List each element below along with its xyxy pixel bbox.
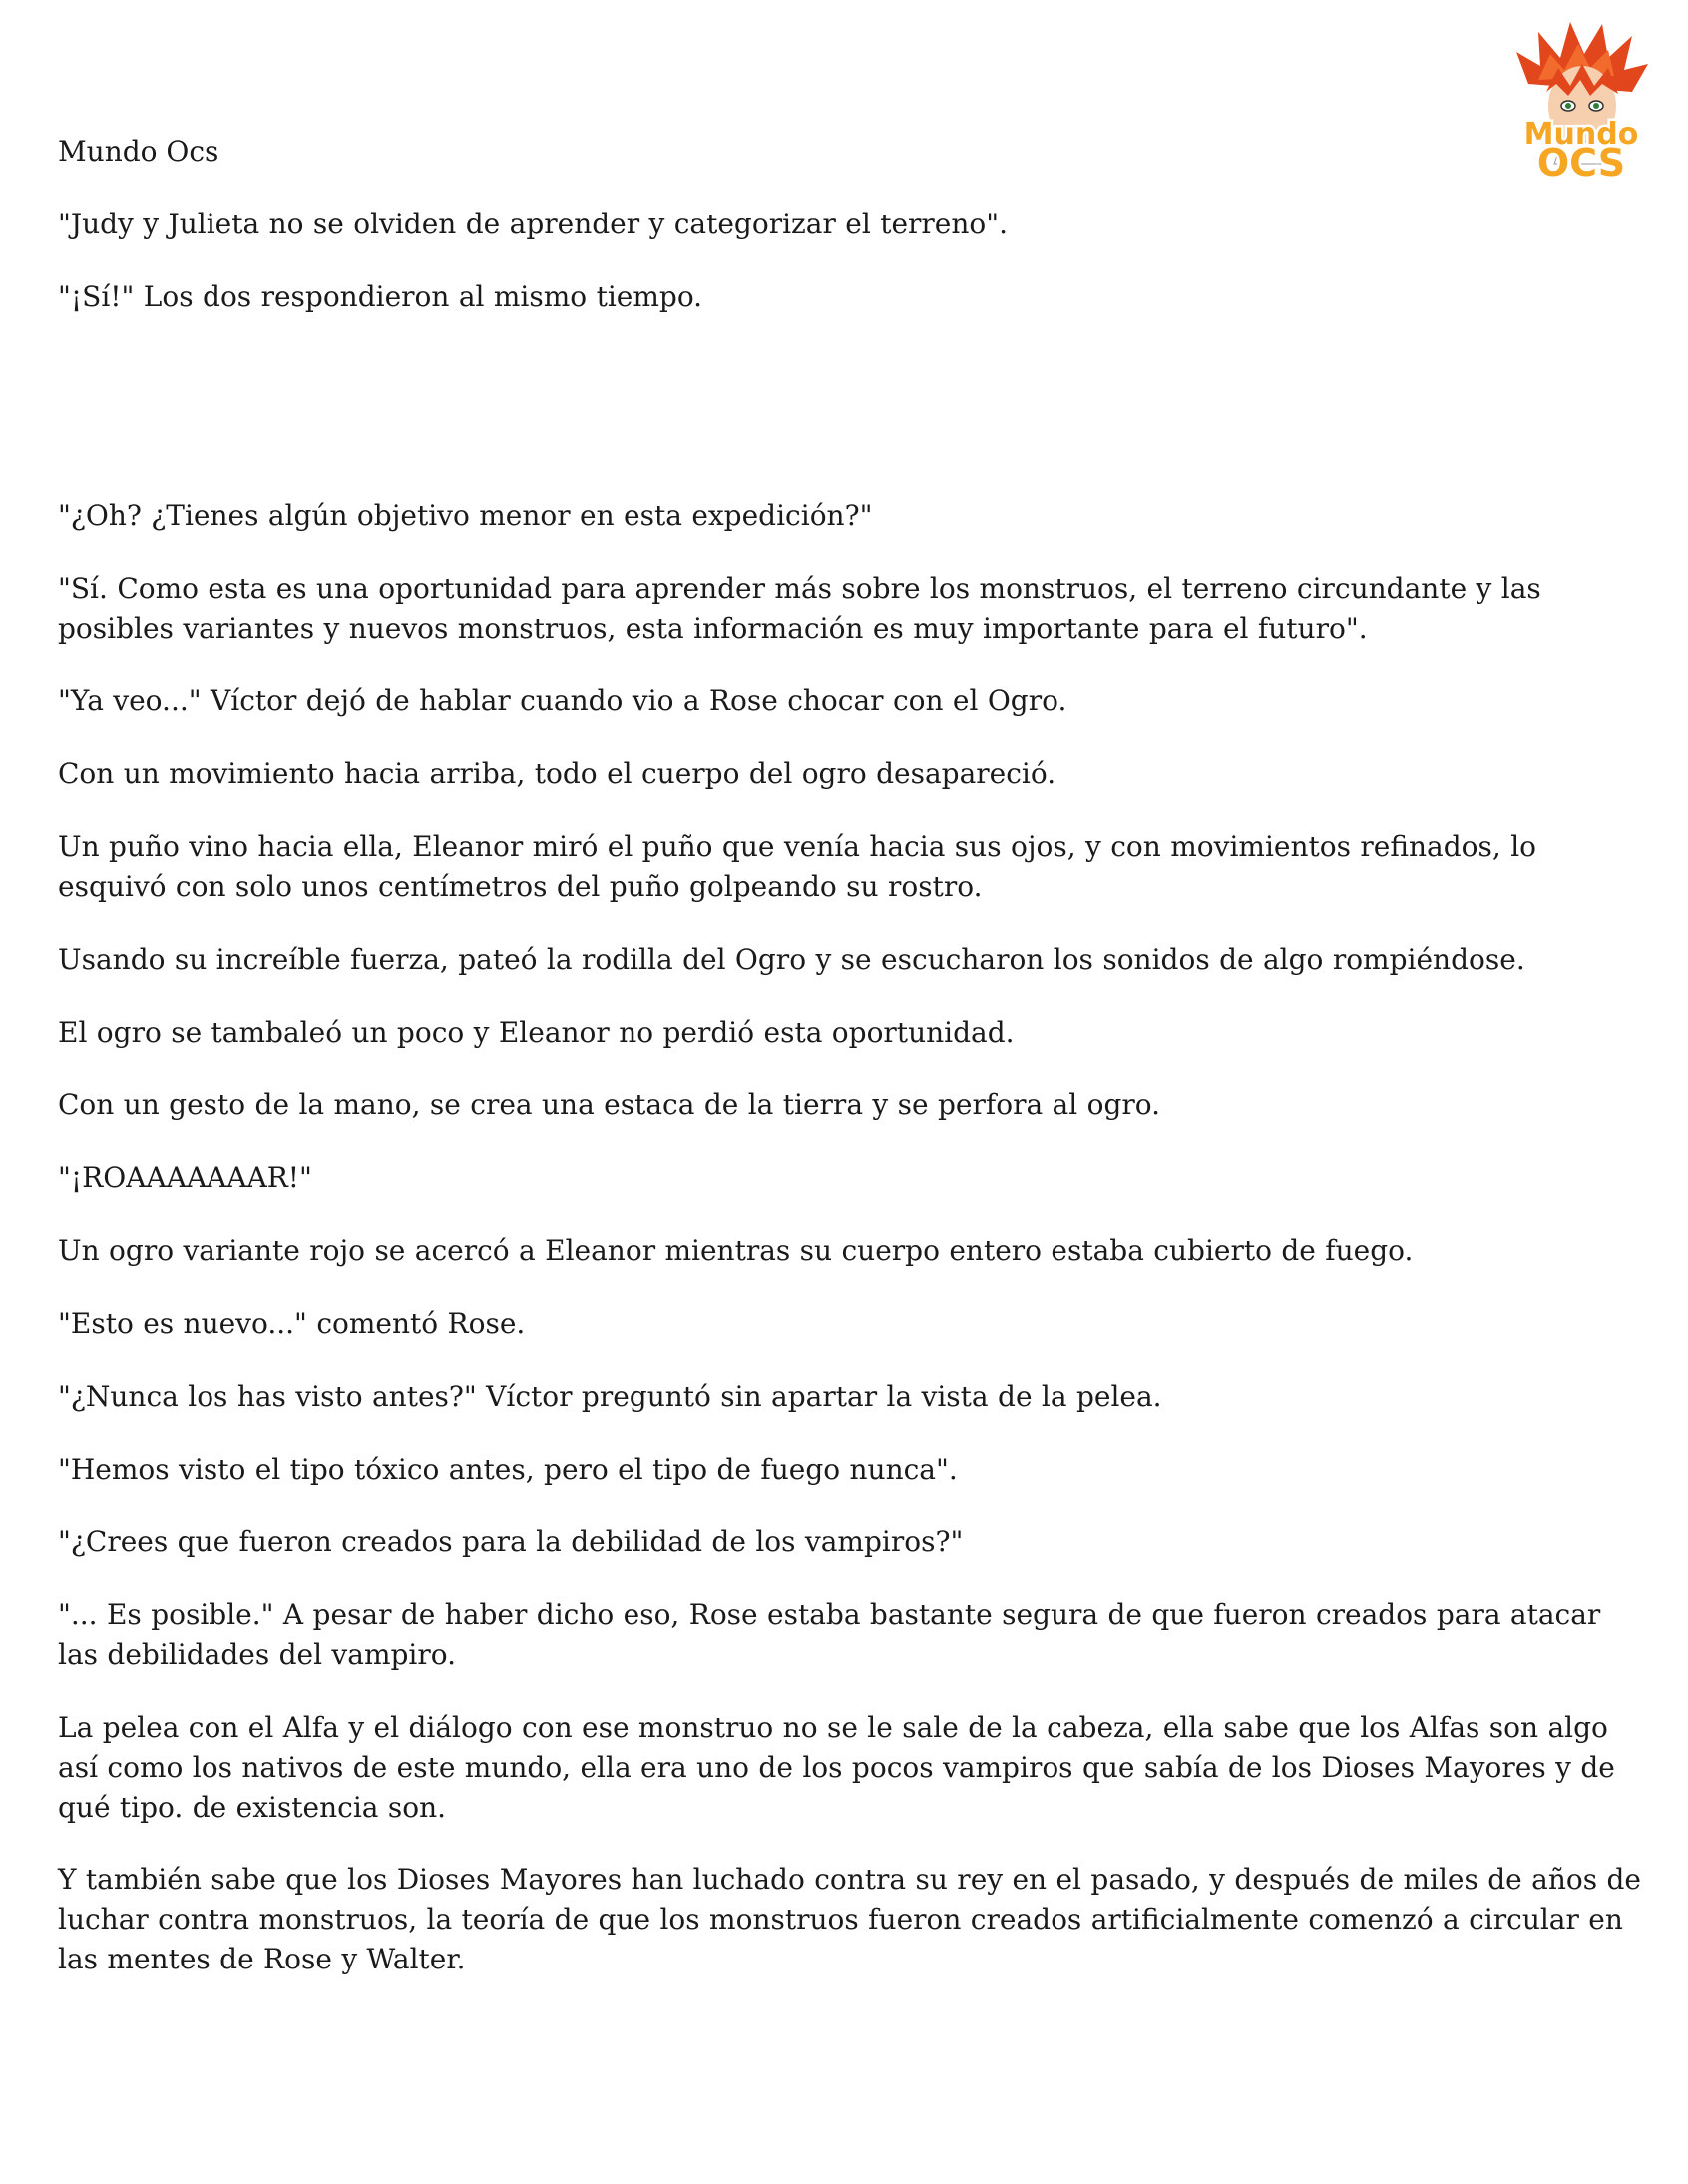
paragraph: "¿Oh? ¿Tienes algún objetivo menor en esta expedición?" bbox=[58, 499, 873, 532]
logo-word-ocs: OCS bbox=[1536, 141, 1626, 184]
paragraph: Usando su increíble fuerza, pateó la rodilla del Ogro y se escucharon los sonidos de algo rompiéndose. bbox=[58, 943, 1525, 976]
paragraph: "¡Sí!" Los dos respondieron al mismo tiempo. bbox=[58, 280, 703, 313]
paragraph: "Judy y Julieta no se olviden de aprender y categorizar el terreno". bbox=[58, 208, 1009, 240]
page-header: Mundo Ocs bbox=[58, 135, 219, 168]
paragraph: "¿Nunca los has visto antes?" Víctor preguntó sin apartar la vista de la pelea. bbox=[58, 1380, 1162, 1413]
paragraph: "¡ROAAAAAAAR!" bbox=[58, 1161, 312, 1194]
paragraph: Un puño vino hacia ella, Eleanor miró el puño que venía hacia sus ojos, y con movimientos refinados, lo esquivó con solo unos centímetros del puño golpeando su rostro. bbox=[58, 830, 1537, 903]
paragraph: Con un movimiento hacia arriba, todo el cuerpo del ogro desapareció. bbox=[58, 757, 1056, 790]
paragraph: "Ya veo..." Víctor dejó de hablar cuando vio a Rose chocar con el Ogro. bbox=[58, 684, 1067, 717]
paragraph: "Esto es nuevo..." comentó Rose. bbox=[58, 1307, 526, 1340]
paragraph: Y también sabe que los Dioses Mayores han luchado contra su rey en el pasado, y después de miles de años de luchar contra monstruos, la teoría de que los monstruos fueron creados artificialmente comenzó a circular en las mentes de Rose y Walter. bbox=[58, 1863, 1641, 1975]
paragraph: "Sí. Como esta es una oportunidad para aprender más sobre los monstruos, el terreno circundante y las posibles variantes y nuevos monstruos, esta información es muy importante para el futuro". bbox=[58, 572, 1541, 645]
mundo-ocs-logo bbox=[1498, 14, 1664, 184]
paragraph: "Hemos visto el tipo tóxico antes, pero el tipo de fuego nunca". bbox=[58, 1453, 958, 1486]
paragraph: Con un gesto de la mano, se crea una estaca de la tierra y se perfora al ogro. bbox=[58, 1089, 1161, 1121]
paragraph: "... Es posible." A pesar de haber dicho eso, Rose estaba bastante segura de que fueron creados para atacar las debilidades del vampiro. bbox=[58, 1598, 1601, 1671]
paragraph: Un ogro variante rojo se acercó a Eleanor mientras su cuerpo entero estaba cubierto de fuego. bbox=[58, 1234, 1414, 1267]
logo-word-mundo: Mundo bbox=[1523, 117, 1639, 152]
paragraph: La pelea con el Alfa y el diálogo con ese monstruo no se le sale de la cabeza, ella sabe que los Alfas son algo así como los nativos de este mundo, ella era uno de los pocos vampiros que sabía de los Dioses Mayores y de qué tipo. de existencia son. bbox=[58, 1711, 1615, 1824]
paragraph: "¿Crees que fueron creados para la debilidad de los vampiros?" bbox=[58, 1526, 964, 1558]
paragraph: El ogro se tambaleó un poco y Eleanor no perdió esta oportunidad. bbox=[58, 1016, 1015, 1049]
